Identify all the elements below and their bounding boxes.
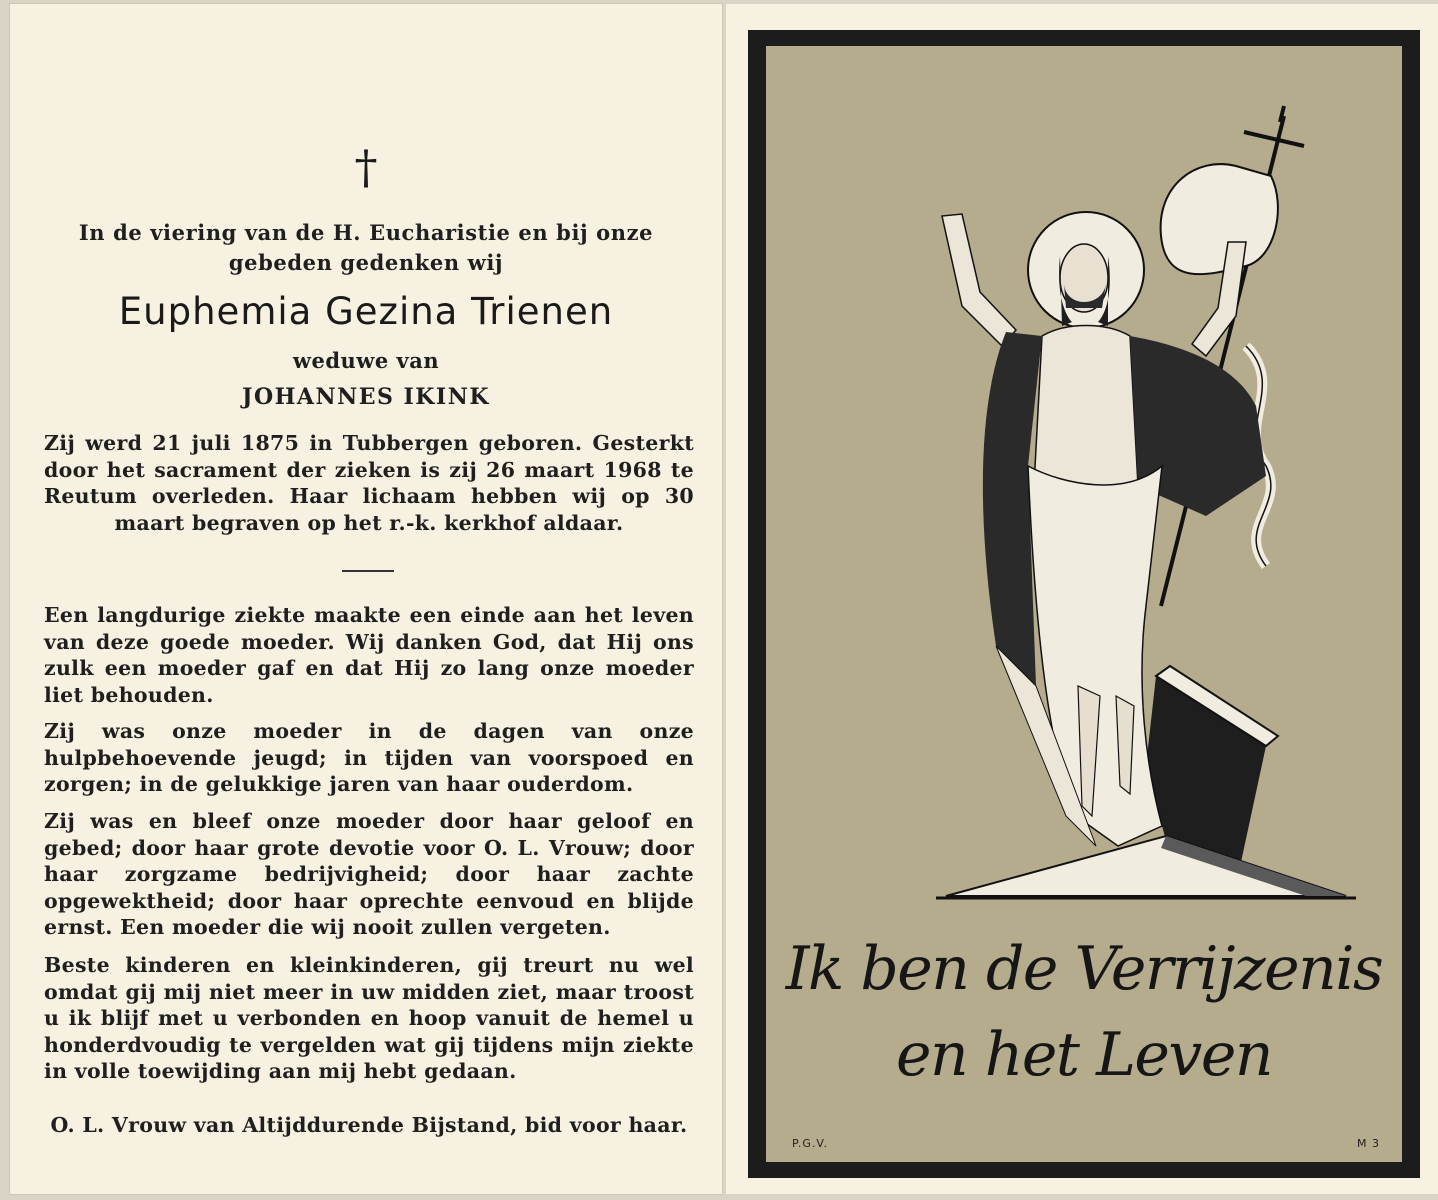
divider <box>342 570 394 572</box>
series-mark: M 3 <box>1357 1137 1380 1150</box>
paragraph-2: Zij was onze moeder in de dagen van onze hulpbehoevende jeugd; in tijden van voorspoed en zorgen; in de gelukkige jaren van haar ouderdom. <box>44 719 694 796</box>
motto-line-2: en het Leven <box>896 1020 1272 1090</box>
image-card <box>726 4 1438 1194</box>
intro-line-1: In de viering van de H. Eucharistie en bij onze <box>78 220 654 245</box>
intro-line-2: gebeden gedenken wij <box>228 250 504 275</box>
bio-paragraph: Zij werd 21 juli 1875 in Tubbergen geboren. Gesterkt door het sacrament der zieken is zij 26 maart 1968 te Reutum overleden. Haar lichaam hebben wij op 30 maart begraven op het r.-k. kerkhof aldaar. <box>44 431 694 535</box>
memorial-text-card <box>10 4 722 1194</box>
prayer-line: O. L. Vrouw van Altijddurende Bijstand, bid voor haar. <box>50 1113 688 1137</box>
intro-text <box>50 218 682 278</box>
motto-line-1: Ik ben de Verrijzenis <box>785 934 1383 1004</box>
paragraph-4: Beste kinderen en kleinkinderen, gij treurt nu wel omdat gij mij niet meer in uw midden ziet, maar troost u ik blijf met u verbonden en hoop vanuit de hemel u honderdvoudig te vergelden wat gij tijdens mijn ziekte in volle toewijding aan mij hebt gedaan. <box>44 953 694 1083</box>
widow-of-label: weduwe van <box>292 348 440 373</box>
printer-mark: P.G.V. <box>792 1137 829 1150</box>
black-frame <box>748 30 1420 1178</box>
husband-name: JOHANNES IKINK <box>242 384 490 410</box>
paragraph-1: Een langdurige ziekte maakte een einde aan het leven van deze goede moeder. Wij danken God, dat Hij ons zulk een moeder gaf en dat Hij zo lang onze moeder liet behouden. <box>44 603 694 707</box>
paragraph-3: Zij was en bleef onze moeder door haar geloof en gebed; door haar grote devotie voor O. L. Vrouw; door haar zorgzame bedrijvigheid; door haar zachte opgewektheid; door haar oprechte eenvoud en blijde ernst. Een moeder die wij nooit zullen vergeten. <box>44 809 694 939</box>
illustration-panel <box>766 46 1402 1162</box>
cross-symbol: † <box>354 140 378 194</box>
deceased-name: Euphemia Gezina Trienen <box>118 290 614 333</box>
